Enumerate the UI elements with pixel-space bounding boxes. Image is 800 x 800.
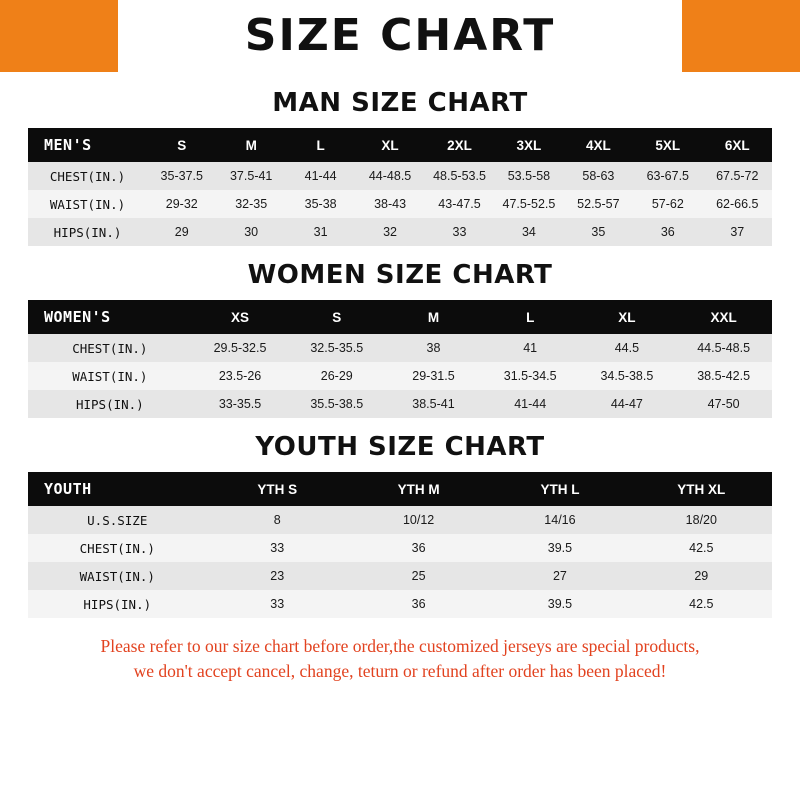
table-cell: 35-37.5 bbox=[160, 169, 203, 183]
column-header: YOUTH bbox=[44, 480, 92, 498]
youth-size-table bbox=[28, 472, 772, 618]
table-row bbox=[28, 590, 772, 618]
table-cell: 29.5-32.5 bbox=[213, 341, 267, 355]
table-cell: 25 bbox=[411, 569, 426, 583]
table-cell: 36 bbox=[411, 597, 426, 611]
column-header: XXL bbox=[710, 309, 737, 325]
column-header: 4XL bbox=[585, 137, 611, 153]
table-cell: 33-35.5 bbox=[218, 397, 262, 411]
column-header: M bbox=[427, 309, 440, 325]
table-cell: 42.5 bbox=[689, 597, 714, 611]
row-label: WAIST(IN.) bbox=[72, 368, 148, 384]
column-header: L bbox=[316, 137, 325, 153]
table-cell: 32.5-35.5 bbox=[310, 341, 364, 355]
table-cell: 62-66.5 bbox=[716, 197, 759, 211]
column-header: XL bbox=[381, 137, 399, 153]
column-header: S bbox=[177, 137, 187, 153]
row-label: CHEST(IN.) bbox=[79, 540, 155, 556]
table-cell: 32-35 bbox=[235, 197, 268, 211]
table-cell: 58-63 bbox=[582, 169, 615, 183]
row-label: CHEST(IN.) bbox=[72, 340, 148, 356]
table-cell: 29 bbox=[174, 225, 189, 239]
page-title: SIZE CHART bbox=[244, 10, 556, 61]
table-cell: 48.5-53.5 bbox=[433, 169, 486, 183]
table-row bbox=[28, 506, 772, 534]
row-label: HIPS(IN.) bbox=[53, 224, 122, 240]
table-cell: 31 bbox=[313, 225, 328, 239]
column-header: WOMEN'S bbox=[44, 308, 111, 326]
section-title-youth: YOUTH SIZE CHART bbox=[255, 432, 545, 462]
row-label: HIPS(IN.) bbox=[83, 596, 152, 612]
section-title-women: WOMEN SIZE CHART bbox=[247, 260, 553, 290]
table-cell: 57-62 bbox=[651, 197, 684, 211]
footer-note bbox=[28, 634, 772, 685]
row-label: U.S.SIZE bbox=[87, 512, 148, 528]
column-header: XS bbox=[231, 309, 250, 325]
table-cell: 67.5-72 bbox=[716, 169, 759, 183]
header-band bbox=[0, 0, 800, 72]
table-cell: 36 bbox=[411, 541, 426, 555]
column-header: 2XL bbox=[447, 137, 472, 153]
table-row bbox=[28, 218, 772, 246]
column-header: MEN'S bbox=[44, 136, 92, 154]
footer-note-line-2: we don't accept cancel, change, teturn or refund after order has been placed! bbox=[133, 661, 667, 682]
table-cell: 31.5-34.5 bbox=[503, 369, 557, 383]
row-label: WAIST(IN.) bbox=[79, 568, 155, 584]
table-cell: 36 bbox=[660, 225, 675, 239]
column-header: L bbox=[526, 309, 535, 325]
table-cell: 37 bbox=[730, 225, 745, 239]
table-cell: 27 bbox=[552, 569, 567, 583]
column-header: 5XL bbox=[655, 137, 681, 153]
table-cell: 10/12 bbox=[402, 513, 435, 527]
column-header: XL bbox=[618, 309, 636, 325]
table-cell: 35.5-38.5 bbox=[310, 397, 364, 411]
table-cell: 33 bbox=[452, 225, 467, 239]
table-row bbox=[28, 562, 772, 590]
table-cell: 44.5-48.5 bbox=[697, 341, 751, 355]
column-header: 6XL bbox=[724, 137, 750, 153]
table-cell: 44-47 bbox=[610, 397, 643, 411]
table-cell: 38.5-42.5 bbox=[697, 369, 751, 383]
table-row bbox=[28, 190, 772, 218]
table-header-row bbox=[28, 472, 772, 506]
column-header: S bbox=[332, 309, 342, 325]
table-cell: 23.5-26 bbox=[218, 369, 262, 383]
column-header: 3XL bbox=[516, 137, 542, 153]
table-cell: 47.5-52.5 bbox=[502, 197, 556, 211]
table-cell: 14/16 bbox=[544, 513, 576, 527]
table-cell: 44.5 bbox=[614, 341, 640, 355]
table-row bbox=[28, 534, 772, 562]
table-cell: 63-67.5 bbox=[646, 169, 690, 183]
section-title-man: MAN SIZE CHART bbox=[272, 88, 528, 118]
table-cell: 30 bbox=[244, 225, 259, 239]
table-header-row bbox=[28, 300, 772, 334]
table-cell: 38 bbox=[426, 341, 441, 355]
table-cell: 8 bbox=[273, 513, 281, 527]
table-cell: 41-44 bbox=[304, 169, 337, 183]
table-cell: 34 bbox=[521, 225, 536, 239]
table-cell: 35 bbox=[591, 225, 606, 239]
row-label: HIPS(IN.) bbox=[75, 396, 144, 412]
man-size-table bbox=[28, 128, 772, 246]
table-row bbox=[28, 390, 772, 418]
column-header: YTH M bbox=[397, 481, 440, 497]
footer-note-line-1: Please refer to our size chart before order,the customized jerseys are special products, bbox=[100, 636, 700, 656]
column-header: YTH L bbox=[540, 481, 580, 497]
table-cell: 29-31.5 bbox=[412, 369, 455, 383]
row-label: CHEST(IN.) bbox=[49, 168, 126, 184]
table-cell: 37.5-41 bbox=[229, 169, 273, 183]
table-row bbox=[28, 362, 772, 390]
table-cell: 33 bbox=[270, 597, 285, 611]
table-cell: 23 bbox=[270, 569, 285, 583]
column-header: YTH XL bbox=[677, 481, 726, 497]
table-cell: 52.5-57 bbox=[577, 197, 620, 211]
column-header: M bbox=[245, 137, 257, 153]
content-area bbox=[0, 88, 800, 685]
table-cell: 39.5 bbox=[547, 597, 573, 611]
table-cell: 29-32 bbox=[165, 197, 198, 211]
row-label: WAIST(IN.) bbox=[49, 196, 126, 212]
table-cell: 35-38 bbox=[304, 197, 337, 211]
table-cell: 43-47.5 bbox=[438, 197, 481, 211]
table-cell: 38.5-41 bbox=[412, 397, 455, 411]
table-cell: 53.5-58 bbox=[507, 169, 551, 183]
table-cell: 33 bbox=[270, 541, 285, 555]
table-cell: 47-50 bbox=[707, 397, 740, 411]
table-cell: 42.5 bbox=[689, 541, 714, 555]
table-cell: 18/20 bbox=[685, 513, 717, 527]
table-cell: 34.5-38.5 bbox=[600, 369, 654, 383]
table-cell: 44-48.5 bbox=[368, 169, 412, 183]
table-cell: 41-44 bbox=[514, 397, 547, 411]
table-row bbox=[28, 334, 772, 362]
table-header-row bbox=[28, 128, 772, 162]
table-cell: 39.5 bbox=[547, 541, 573, 555]
women-size-table bbox=[28, 300, 772, 418]
table-row bbox=[28, 162, 772, 190]
table-cell: 26-29 bbox=[320, 369, 353, 383]
table-cell: 32 bbox=[383, 225, 398, 239]
table-cell: 38-43 bbox=[374, 197, 407, 211]
table-cell: 41 bbox=[523, 341, 538, 355]
table-cell: 29 bbox=[694, 569, 709, 583]
column-header: YTH S bbox=[257, 481, 298, 497]
